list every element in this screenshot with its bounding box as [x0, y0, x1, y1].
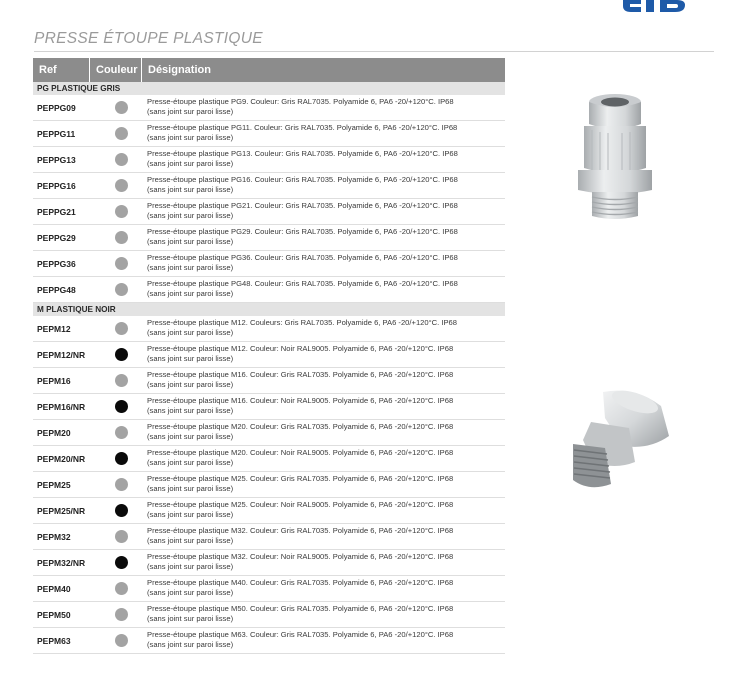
color-swatch: [115, 231, 128, 244]
description-line: Presse-étoupe plastique PG21. Couleur: Gris RAL7035. Polyamide 6, PA6 -20/+120°C. IP68: [147, 201, 458, 210]
product-description: [143, 420, 505, 445]
color-swatch: [115, 374, 128, 387]
color-swatch: [115, 283, 128, 296]
description-line: Presse-étoupe plastique PG9. Couleur: Gris RAL7035. Polyamide 6, PA6 -20/+120°C. IP68: [147, 97, 454, 106]
table-row: [33, 199, 505, 225]
description-note: (sans joint sur paroi lisse): [147, 184, 234, 194]
color-cell: [115, 121, 143, 146]
description-note: (sans joint sur paroi lisse): [147, 561, 234, 571]
color-cell: [115, 225, 143, 250]
color-swatch: [115, 582, 128, 595]
description-note: (sans joint sur paroi lisse): [147, 613, 234, 623]
product-ref: PEPM63: [37, 635, 71, 646]
description-line: Presse-étoupe plastique M16. Couleur: Gris RAL7035. Polyamide 6, PA6 -20/+120°C. IP68: [147, 370, 454, 379]
table-row: [33, 524, 505, 550]
color-cell: [115, 524, 143, 549]
product-description: [143, 95, 505, 120]
product-description: [143, 524, 505, 549]
product-ref: PEPM20: [37, 427, 71, 438]
color-cell: [115, 95, 143, 120]
table-row: [33, 147, 505, 173]
color-swatch: [115, 153, 128, 166]
product-ref: PEPPG13: [37, 154, 76, 165]
product-ref: PEPM12/NR: [37, 349, 86, 360]
color-cell: [115, 394, 143, 419]
description-note: (sans joint sur paroi lisse): [147, 431, 234, 441]
color-swatch: [115, 400, 128, 413]
section-header: PG PLASTIQUE GRIS: [33, 82, 505, 95]
color-cell: [115, 368, 143, 393]
table-row: [33, 368, 505, 394]
product-description: [143, 446, 505, 471]
color-swatch: [115, 556, 128, 569]
description-line: Presse-étoupe plastique M40. Couleur: Gris RAL7035. Polyamide 6, PA6 -20/+120°C. IP68: [147, 578, 454, 587]
eib-logo: [621, 0, 689, 14]
page-title: PRESSE ÉTOUPE PLASTIQUE: [34, 30, 263, 47]
product-description: [143, 368, 505, 393]
product-description: [143, 277, 505, 302]
description-line: Presse-étoupe plastique M12. Couleurs: Gris RAL7035. Polyamide 6, PA6 -20/+120°C. IP68: [147, 318, 457, 327]
table-row: [33, 277, 505, 303]
color-swatch: [115, 205, 128, 218]
color-swatch: [115, 426, 128, 439]
product-description: [143, 550, 505, 575]
product-description: [143, 576, 505, 601]
description-note: (sans joint sur paroi lisse): [147, 106, 234, 116]
description-line: Presse-étoupe plastique M50. Couleur: Gris RAL7035. Polyamide 6, PA6 -20/+120°C. IP68: [147, 604, 454, 613]
description-note: (sans joint sur paroi lisse): [147, 288, 234, 298]
description-note: (sans joint sur paroi lisse): [147, 639, 234, 649]
description-line: Presse-étoupe plastique PG36. Couleur: Gris RAL7035. Polyamide 6, PA6 -20/+120°C. IP68: [147, 253, 458, 262]
color-swatch: [115, 634, 128, 647]
color-swatch: [115, 452, 128, 465]
column-header-ref: Ref: [33, 58, 90, 82]
description-note: (sans joint sur paroi lisse): [147, 509, 234, 519]
product-description: [143, 628, 505, 653]
color-cell: [115, 420, 143, 445]
color-cell: [115, 472, 143, 497]
table-row: [33, 628, 505, 654]
product-description: [143, 394, 505, 419]
product-ref: PEPPG48: [37, 284, 76, 295]
description-note: (sans joint sur paroi lisse): [147, 210, 234, 220]
product-ref: PEPM16/NR: [37, 401, 86, 412]
description-note: (sans joint sur paroi lisse): [147, 353, 234, 363]
product-ref: PEPM40: [37, 583, 71, 594]
table-row: [33, 95, 505, 121]
table-row: [33, 342, 505, 368]
description-note: (sans joint sur paroi lisse): [147, 379, 234, 389]
description-line: Presse-étoupe plastique M63. Couleur: Gris RAL7035. Polyamide 6, PA6 -20/+120°C. IP68: [147, 630, 454, 639]
product-ref: PEPPG29: [37, 232, 76, 243]
product-ref: PEPM12: [37, 323, 71, 334]
table-row: [33, 602, 505, 628]
product-ref: PEPM25: [37, 479, 71, 490]
product-ref: PEPM32/NR: [37, 557, 86, 568]
table-row: [33, 316, 505, 342]
table-row: [33, 121, 505, 147]
product-ref: PEPM25/NR: [37, 505, 86, 516]
table-body: [33, 82, 505, 654]
description-note: (sans joint sur paroi lisse): [147, 158, 234, 168]
product-ref: PEPPG36: [37, 258, 76, 269]
table-row: [33, 550, 505, 576]
description-note: (sans joint sur paroi lisse): [147, 535, 234, 545]
description-line: Presse-étoupe plastique M25. Couleur: Noir RAL9005. Polyamide 6, PA6 -20/+120°C. IP68: [147, 500, 454, 509]
description-line: Presse-étoupe plastique M25. Couleur: Gris RAL7035. Polyamide 6, PA6 -20/+120°C. IP68: [147, 474, 454, 483]
description-note: (sans joint sur paroi lisse): [147, 327, 234, 337]
color-cell: [115, 628, 143, 653]
column-header-designation: Désignation: [148, 64, 211, 76]
description-line: Presse-étoupe plastique M32. Couleur: Noir RAL9005. Polyamide 6, PA6 -20/+120°C. IP68: [147, 552, 454, 561]
product-description: [143, 602, 505, 627]
table-row: [33, 472, 505, 498]
product-ref: PEPPG16: [37, 180, 76, 191]
m-cable-gland-image: [565, 388, 677, 498]
table-row: [33, 173, 505, 199]
description-line: Presse-étoupe plastique PG13. Couleur: Gris RAL7035. Polyamide 6, PA6 -20/+120°C. IP68: [147, 149, 458, 158]
description-line: Presse-étoupe plastique M16. Couleur: Noir RAL9005. Polyamide 6, PA6 -20/+120°C. IP68: [147, 396, 454, 405]
description-line: Presse-étoupe plastique PG29. Couleur: Gris RAL7035. Polyamide 6, PA6 -20/+120°C. IP68: [147, 227, 458, 236]
product-description: [143, 316, 505, 341]
column-header-color: Couleur: [90, 58, 142, 82]
color-swatch: [115, 504, 128, 517]
color-cell: [115, 199, 143, 224]
color-cell: [115, 602, 143, 627]
color-swatch: [115, 257, 128, 270]
product-ref: PEPM32: [37, 531, 71, 542]
product-description: [143, 147, 505, 172]
product-description: [143, 498, 505, 523]
description-line: Presse-étoupe plastique M32. Couleur: Gris RAL7035. Polyamide 6, PA6 -20/+120°C. IP68: [147, 526, 454, 535]
table-row: [33, 498, 505, 524]
product-description: [143, 173, 505, 198]
color-cell: [115, 550, 143, 575]
description-note: (sans joint sur paroi lisse): [147, 457, 234, 467]
product-ref: PEPPG21: [37, 206, 76, 217]
pg-cable-gland-image: [570, 88, 660, 228]
table-row: [33, 251, 505, 277]
color-cell: [115, 498, 143, 523]
table-row: [33, 576, 505, 602]
table-row: [33, 225, 505, 251]
description-note: (sans joint sur paroi lisse): [147, 483, 234, 493]
description-line: Presse-étoupe plastique PG11. Couleur: Gris RAL7035. Polyamide 6, PA6 -20/+120°C. IP68: [147, 123, 458, 132]
section-header: M PLASTIQUE NOIR: [33, 303, 505, 316]
product-description: [143, 251, 505, 276]
description-note: (sans joint sur paroi lisse): [147, 587, 234, 597]
color-swatch: [115, 127, 128, 140]
description-line: Presse-étoupe plastique M20. Couleur: Gris RAL7035. Polyamide 6, PA6 -20/+120°C. IP68: [147, 422, 454, 431]
color-cell: [115, 342, 143, 367]
color-cell: [115, 576, 143, 601]
table-row: [33, 420, 505, 446]
product-ref: PEPM50: [37, 609, 71, 620]
description-line: Presse-étoupe plastique PG16. Couleur: Gris RAL7035. Polyamide 6, PA6 -20/+120°C. IP68: [147, 175, 458, 184]
table-header: [33, 58, 505, 82]
product-ref: PEPPG09: [37, 102, 76, 113]
table-row: [33, 394, 505, 420]
product-ref: PEPM16: [37, 375, 71, 386]
product-ref: PEPPG11: [37, 128, 76, 139]
color-cell: [115, 147, 143, 172]
color-swatch: [115, 530, 128, 543]
color-swatch: [115, 478, 128, 491]
product-description: [143, 225, 505, 250]
description-note: (sans joint sur paroi lisse): [147, 405, 234, 415]
color-cell: [115, 173, 143, 198]
product-table: [33, 58, 505, 654]
color-swatch: [115, 322, 128, 335]
description-line: Presse-étoupe plastique PG48. Couleur: Gris RAL7035. Polyamide 6, PA6 -20/+120°C. IP68: [147, 279, 458, 288]
color-swatch: [115, 179, 128, 192]
description-note: (sans joint sur paroi lisse): [147, 262, 234, 272]
product-description: [143, 199, 505, 224]
product-ref: PEPM20/NR: [37, 453, 86, 464]
color-swatch: [115, 608, 128, 621]
product-description: [143, 121, 505, 146]
color-cell: [115, 251, 143, 276]
color-cell: [115, 277, 143, 302]
description-line: Presse-étoupe plastique M20. Couleur: Noir RAL9005. Polyamide 6, PA6 -20/+120°C. IP68: [147, 448, 454, 457]
table-row: [33, 446, 505, 472]
color-swatch: [115, 348, 128, 361]
color-cell: [115, 446, 143, 471]
title-divider: [34, 51, 714, 52]
color-cell: [115, 316, 143, 341]
product-description: [143, 472, 505, 497]
color-swatch: [115, 101, 128, 114]
product-description: [143, 342, 505, 367]
description-note: (sans joint sur paroi lisse): [147, 132, 234, 142]
description-note: (sans joint sur paroi lisse): [147, 236, 234, 246]
description-line: Presse-étoupe plastique M12. Couleur: Noir RAL9005. Polyamide 6, PA6 -20/+120°C. IP68: [147, 344, 454, 353]
